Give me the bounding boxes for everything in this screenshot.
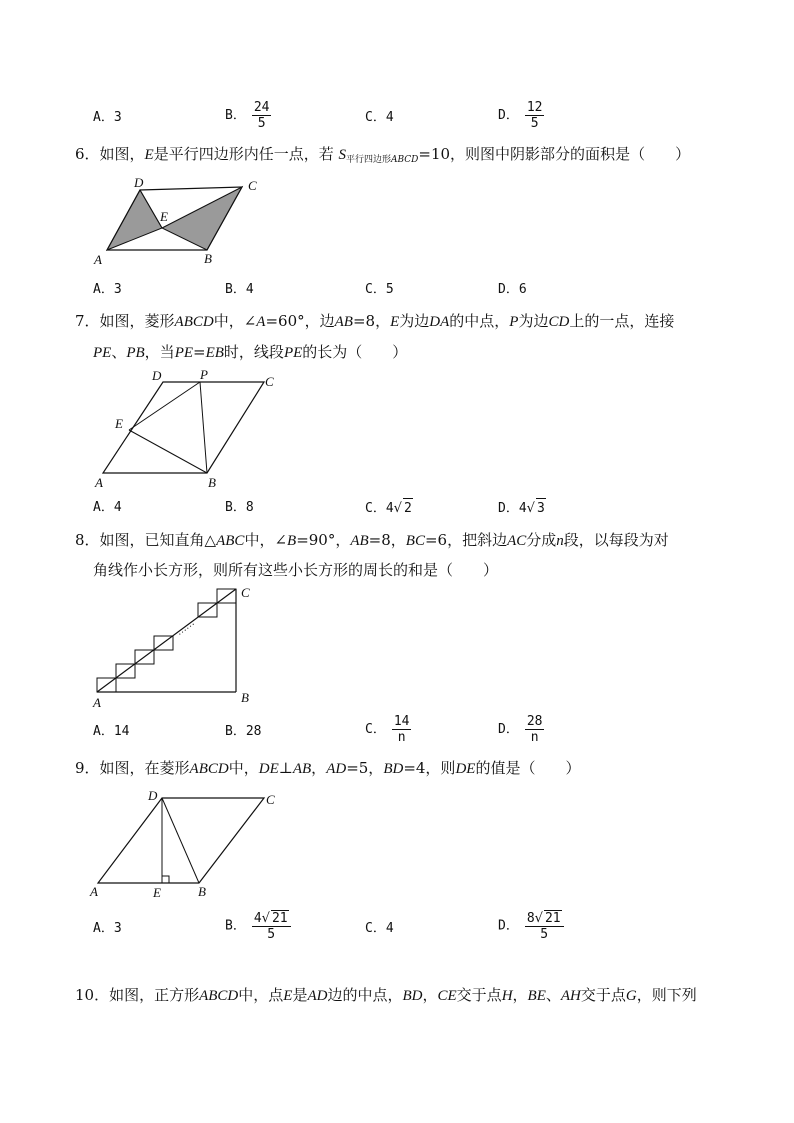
- stem-text: 为边: [518, 312, 549, 330]
- option-prefix: C．: [365, 722, 386, 737]
- stem-text: ，: [422, 986, 438, 1004]
- math-var: G: [625, 988, 637, 1004]
- label-B: B: [198, 884, 206, 899]
- q9-option-b: [225, 910, 291, 942]
- radical-sign: √: [261, 911, 270, 926]
- stem-text: =6，把斜边: [424, 531, 508, 549]
- label-A: A: [94, 252, 102, 267]
- q8-option-a: A．14: [93, 724, 130, 739]
- stem-text: 交于点: [580, 986, 626, 1004]
- math-var: AC: [507, 533, 527, 549]
- q6-option-a: A．3: [93, 282, 122, 297]
- label-D: D: [152, 368, 162, 383]
- denominator: 5: [267, 927, 276, 942]
- ellipsis-dots: ……: [173, 617, 197, 638]
- math-var: ABC: [216, 533, 245, 549]
- math-var: CD: [548, 314, 570, 330]
- radical-sign: √: [393, 501, 402, 516]
- label-C: C: [266, 792, 275, 807]
- label-E: E: [153, 885, 161, 900]
- denominator: 5: [530, 116, 539, 131]
- math-var: AB: [350, 533, 369, 549]
- stem-text: 中，∠: [213, 312, 257, 330]
- math-var: AH: [560, 988, 581, 1004]
- fraction: [525, 910, 564, 942]
- label-C: C: [248, 178, 257, 193]
- stem-text: 是平行四边形内任一点，若: [153, 145, 339, 163]
- math-var: CE: [437, 988, 457, 1004]
- question-number: 7．如图，菱形: [75, 312, 175, 330]
- stem-text: 、: [545, 986, 561, 1004]
- label-A: A: [95, 475, 103, 490]
- option-prefix: D．4: [498, 501, 527, 516]
- stem-text: ，当: [144, 343, 175, 361]
- q6-option-b: B．4: [225, 282, 254, 297]
- stem-text: 、: [111, 343, 127, 361]
- coefficient: 8: [526, 911, 535, 926]
- stem-text: 是: [292, 986, 308, 1004]
- label-B: B: [204, 251, 212, 266]
- q8-stem-line2: 角线作小长方形，则所有这些小长方形的周长的和是（ ）: [93, 561, 499, 579]
- question-number: 8．如图，已知直角△: [75, 531, 217, 549]
- math-var: AB: [334, 314, 353, 330]
- numerator: 24: [253, 100, 270, 115]
- radicand: 21: [544, 911, 561, 926]
- stem-text: ，: [311, 759, 327, 777]
- math-var: DA: [429, 314, 450, 330]
- stem-text: 分成: [526, 531, 557, 549]
- question-number: 9．如图，在菱形: [75, 759, 190, 777]
- math-var: PE: [174, 345, 194, 361]
- label-E: E: [160, 209, 168, 224]
- stem-text: 中，∠: [244, 531, 288, 549]
- stem-text: =90°，: [296, 531, 351, 549]
- stem-text: 上的一点，连接: [569, 312, 675, 330]
- label-A: A: [90, 884, 98, 899]
- math-var: S: [338, 147, 346, 163]
- stem-text: =5，: [346, 759, 384, 777]
- math-var: n: [556, 533, 564, 549]
- math-var: P: [509, 314, 519, 330]
- math-var: BD: [383, 761, 404, 777]
- label-B: B: [241, 690, 249, 705]
- numerator: 28: [526, 714, 543, 729]
- q5-option-c: C．4: [365, 110, 394, 125]
- stem-text: =8，: [368, 531, 406, 549]
- numerator: [252, 910, 291, 927]
- subscript: 平行四边形: [346, 155, 392, 165]
- math-var: AD: [326, 761, 347, 777]
- option-prefix: D．: [498, 918, 519, 934]
- denominator: n: [530, 730, 539, 745]
- label-B: B: [208, 475, 216, 490]
- option-prefix: C．4: [365, 501, 394, 516]
- q8-option-b: B．28: [225, 724, 262, 739]
- question-number: 10．如图，正方形: [75, 986, 200, 1004]
- radicand: 3: [536, 498, 546, 519]
- stem-text: 时，线段: [223, 343, 284, 361]
- stem-text: 边的中点，: [327, 986, 403, 1004]
- stem-text: ，: [512, 986, 528, 1004]
- q6-option-d: D．6: [498, 282, 527, 297]
- q7-option-a: A．4: [93, 500, 122, 515]
- math-var: DE: [258, 761, 279, 777]
- q5-option-a: A．3: [93, 110, 122, 125]
- stem-text: =8，: [352, 312, 391, 330]
- math-var: E: [283, 988, 293, 1004]
- option-prefix: D．: [498, 722, 519, 737]
- subscript: ABCD: [391, 155, 419, 165]
- math-var: BD: [402, 988, 423, 1004]
- option-prefix: B．: [225, 918, 246, 934]
- denominator: n: [397, 730, 406, 745]
- math-var: EB: [205, 345, 224, 361]
- label-A: A: [93, 695, 101, 710]
- math-var: E: [144, 147, 154, 163]
- stem-text: 的中点，: [449, 312, 510, 330]
- fraction: [252, 910, 291, 942]
- stem-text: 为边: [399, 312, 430, 330]
- q9-option-d: [498, 910, 564, 942]
- stem-text: =4，则: [403, 759, 456, 777]
- label-C: C: [241, 585, 250, 600]
- q7-option-b: B．8: [225, 500, 254, 515]
- math-var: H: [501, 988, 513, 1004]
- question-number: 6．如图，: [75, 145, 145, 163]
- segment-DB: [162, 798, 199, 883]
- stem-text: ⊥: [278, 759, 293, 777]
- stem-text: 交于点: [456, 986, 502, 1004]
- stem-text: =10，则图中阴影部分的面积是（ ）: [418, 145, 691, 163]
- q9-option-c: C．4: [365, 921, 394, 936]
- denominator: 5: [540, 927, 549, 942]
- math-var: AB: [292, 761, 312, 777]
- stem-text: 段，以每段为对: [563, 531, 669, 549]
- stem-text: 的值是（ ）: [475, 759, 581, 777]
- math-var: ABCD: [189, 761, 229, 777]
- stem-text: =: [193, 343, 206, 361]
- label-D: D: [134, 175, 144, 190]
- math-var: PE: [93, 345, 112, 361]
- math-var: ABCD: [199, 988, 239, 1004]
- stem-text: ，则下列: [636, 986, 697, 1004]
- stem-text: 中，点: [238, 986, 284, 1004]
- label-C: C: [265, 374, 274, 389]
- option-prefix: D．: [498, 108, 519, 123]
- numerator: 12: [526, 100, 543, 115]
- math-var: BE: [527, 988, 546, 1004]
- radicand: 2: [403, 498, 413, 519]
- math-var: DE: [455, 761, 476, 777]
- math-var: E: [390, 314, 400, 330]
- denominator: 5: [257, 116, 266, 131]
- q10-stem: [75, 985, 697, 1006]
- math-var: PE: [283, 345, 303, 361]
- radicand: 21: [271, 911, 288, 926]
- numerator: [525, 910, 564, 927]
- right-angle-mark: [162, 876, 169, 883]
- q6-option-c: C．5: [365, 282, 394, 297]
- math-var: B: [287, 533, 297, 549]
- coefficient: 4: [253, 911, 262, 926]
- label-P: P: [200, 367, 208, 382]
- stem-text: 的长为（ ）: [302, 343, 408, 361]
- radical-sign: √: [534, 911, 543, 926]
- math-var: AD: [307, 988, 328, 1004]
- q9-option-a: A．3: [93, 921, 122, 936]
- numerator: 14: [393, 714, 410, 729]
- stem-text: 中，: [228, 759, 259, 777]
- math-var: PB: [126, 345, 145, 361]
- radical-sign: √: [526, 501, 535, 516]
- math-var: ABCD: [174, 314, 214, 330]
- label-E: E: [115, 416, 123, 431]
- option-prefix: B．: [225, 108, 246, 123]
- math-var: BC: [405, 533, 425, 549]
- math-var: A: [256, 314, 266, 330]
- label-D: D: [148, 788, 158, 803]
- stem-text: =60°，边: [265, 312, 335, 330]
